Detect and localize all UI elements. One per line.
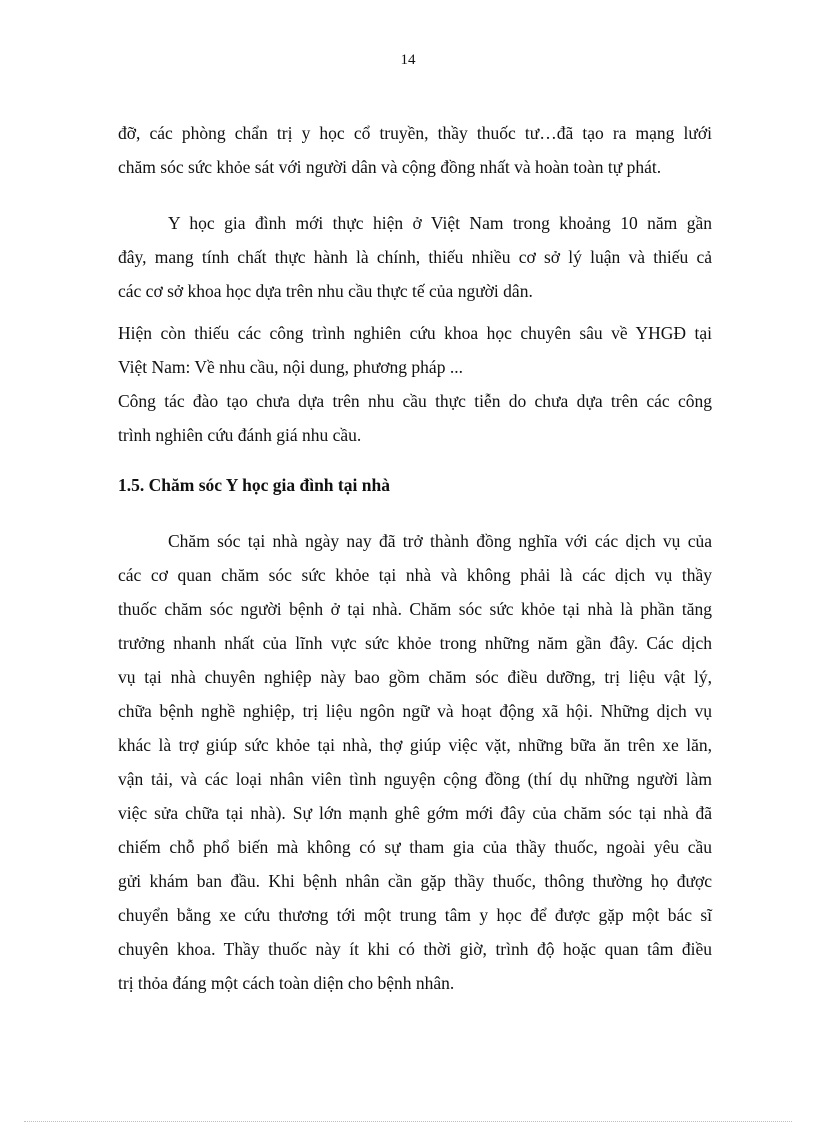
paragraph-5 <box>118 524 712 1000</box>
paragraph-line: gửi khám ban đầu. Khi bệnh nhân cần gặp thầy thuốc, thông thường họ được <box>118 871 712 891</box>
paragraph-1 <box>118 116 712 184</box>
paragraph-line: đỡ, các phòng chẩn trị y học cổ truyền, thầy thuốc tư…đã tạo ra mạng lưới <box>118 123 712 143</box>
paragraph-line: chữa bệnh nghề nghiệp, trị liệu ngôn ngữ và hoạt động xã hội. Những dịch vụ <box>118 701 712 721</box>
paragraph-line: việc sửa chữa tại nhà). Sự lớn mạnh ghê gớm mới đây của chăm sóc tại nhà đã <box>118 803 712 823</box>
paragraph-line: Y học gia đình mới thực hiện ở Việt Nam trong khoảng 10 năm gần <box>168 213 712 233</box>
paragraph-line: Hiện còn thiếu các công trình nghiên cứu khoa học chuyên sâu về YHGĐ tại <box>118 323 712 343</box>
paragraph-line: các cơ sở khoa học dựa trên nhu cầu thực tế của người dân. <box>118 281 533 301</box>
paragraph-line: chuyển bằng xe cứu thương tới một trung tâm y học để được gặp một bác sĩ <box>118 905 712 925</box>
paragraph-2 <box>118 206 712 308</box>
paragraph-3 <box>118 316 712 384</box>
paragraph-line: chiếm chỗ phổ biến mà không có sự tham gia của thầy thuốc, ngoài yêu cầu <box>118 837 712 857</box>
paragraph-line: chăm sóc sức khỏe sát với người dân và cộng đồng nhất và hoàn toàn tự phát. <box>118 157 662 177</box>
paragraph-line: Việt Nam: Về nhu cầu, nội dung, phương pháp ... <box>118 357 463 377</box>
paragraph-line: trị thỏa đáng một cách toàn diện cho bệnh nhân. <box>118 973 455 993</box>
paragraph-line: vụ tại nhà chuyên nghiệp này bao gồm chăm sóc điều dưỡng, trị liệu vật lý, <box>118 667 712 687</box>
paragraph-line: trưởng nhanh nhất của lĩnh vực sức khỏe trong những năm gần đây. Các dịch <box>118 633 712 653</box>
paragraph-line: Công tác đào tạo chưa dựa trên nhu cầu thực tiễn do chưa dựa trên các công <box>118 391 712 411</box>
paragraph-line: trình nghiên cứu đánh giá nhu cầu. <box>118 425 362 445</box>
section-heading: 1.5. Chăm sóc Y học gia đình tại nhà <box>118 475 390 495</box>
paragraph-line: vận tải, và các loại nhân viên tình nguyện cộng đồng (thí dụ những người làm <box>118 769 712 789</box>
paragraph-line: khác là trợ giúp sức khỏe tại nhà, thợ giúp việc vặt, những bữa ăn trên xe lăn, <box>118 735 712 755</box>
paragraph-line: các cơ quan chăm sóc sức khỏe tại nhà và không phải là các dịch vụ thầy <box>118 565 712 585</box>
page-bottom-divider <box>24 1121 792 1122</box>
paragraph-line: đây, mang tính chất thực hành là chính, thiếu nhiều cơ sở lý luận và thiếu cả <box>118 247 712 267</box>
paragraph-line: chuyên khoa. Thầy thuốc này ít khi có thời giờ, trình độ hoặc quan tâm điều <box>118 939 712 959</box>
paragraph-4 <box>118 384 712 452</box>
paragraph-line: thuốc chăm sóc người bệnh ở tại nhà. Chăm sóc sức khỏe tại nhà là phần tăng <box>118 599 712 619</box>
document-body <box>118 116 712 1000</box>
page-number: 14 <box>400 52 416 68</box>
paragraph-line: Chăm sóc tại nhà ngày nay đã trở thành đồng nghĩa với các dịch vụ của <box>168 531 712 551</box>
